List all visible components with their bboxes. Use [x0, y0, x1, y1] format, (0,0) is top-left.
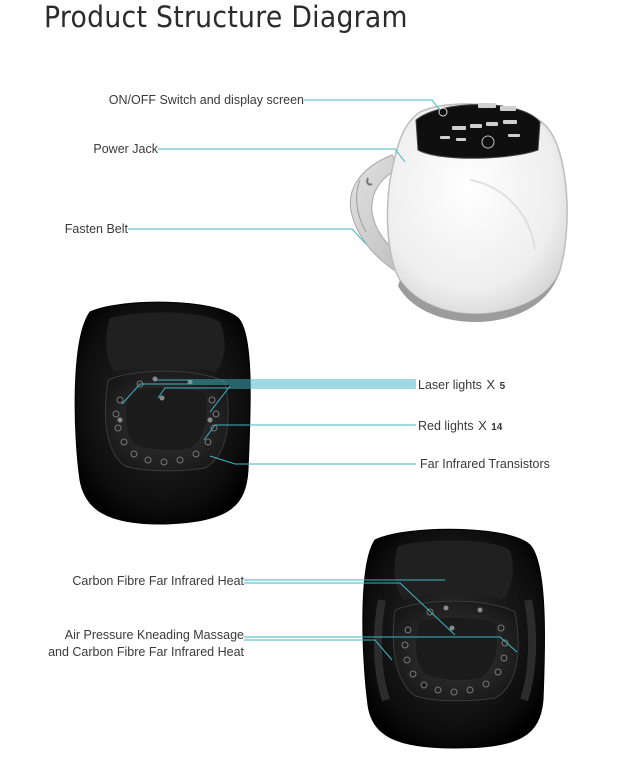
label-laser-text: Laser lights: [418, 378, 482, 392]
device-bottom-view: [363, 529, 545, 748]
laser-multiply-sign: X: [486, 377, 496, 392]
label-air-pressure-line2: and Carbon Fibre Far Infrared Heat: [48, 645, 244, 659]
device-top-view: [350, 103, 567, 322]
label-power-jack: Power Jack: [93, 142, 158, 156]
page-title: Product Structure Diagram: [44, 0, 408, 34]
label-red-text: Red lights: [418, 419, 474, 433]
label-fasten-belt: Fasten Belt: [64, 222, 128, 236]
label-laser-lights: [418, 377, 505, 394]
label-carbon-fibre: Carbon Fibre Far Infrared Heat: [72, 574, 244, 588]
laser-count: 5: [499, 381, 506, 392]
label-red-lights: [418, 418, 502, 435]
label-air-pressure-line1: Air Pressure Kneading Massage: [64, 628, 244, 642]
red-multiply-sign: X: [478, 418, 487, 433]
device-middle-view: [75, 302, 250, 524]
label-onoff-switch: ON/OFF Switch and display screen: [108, 93, 304, 107]
label-far-infrared-transistors: Far Infrared Transistors: [420, 457, 550, 471]
red-count: 14: [491, 422, 503, 433]
